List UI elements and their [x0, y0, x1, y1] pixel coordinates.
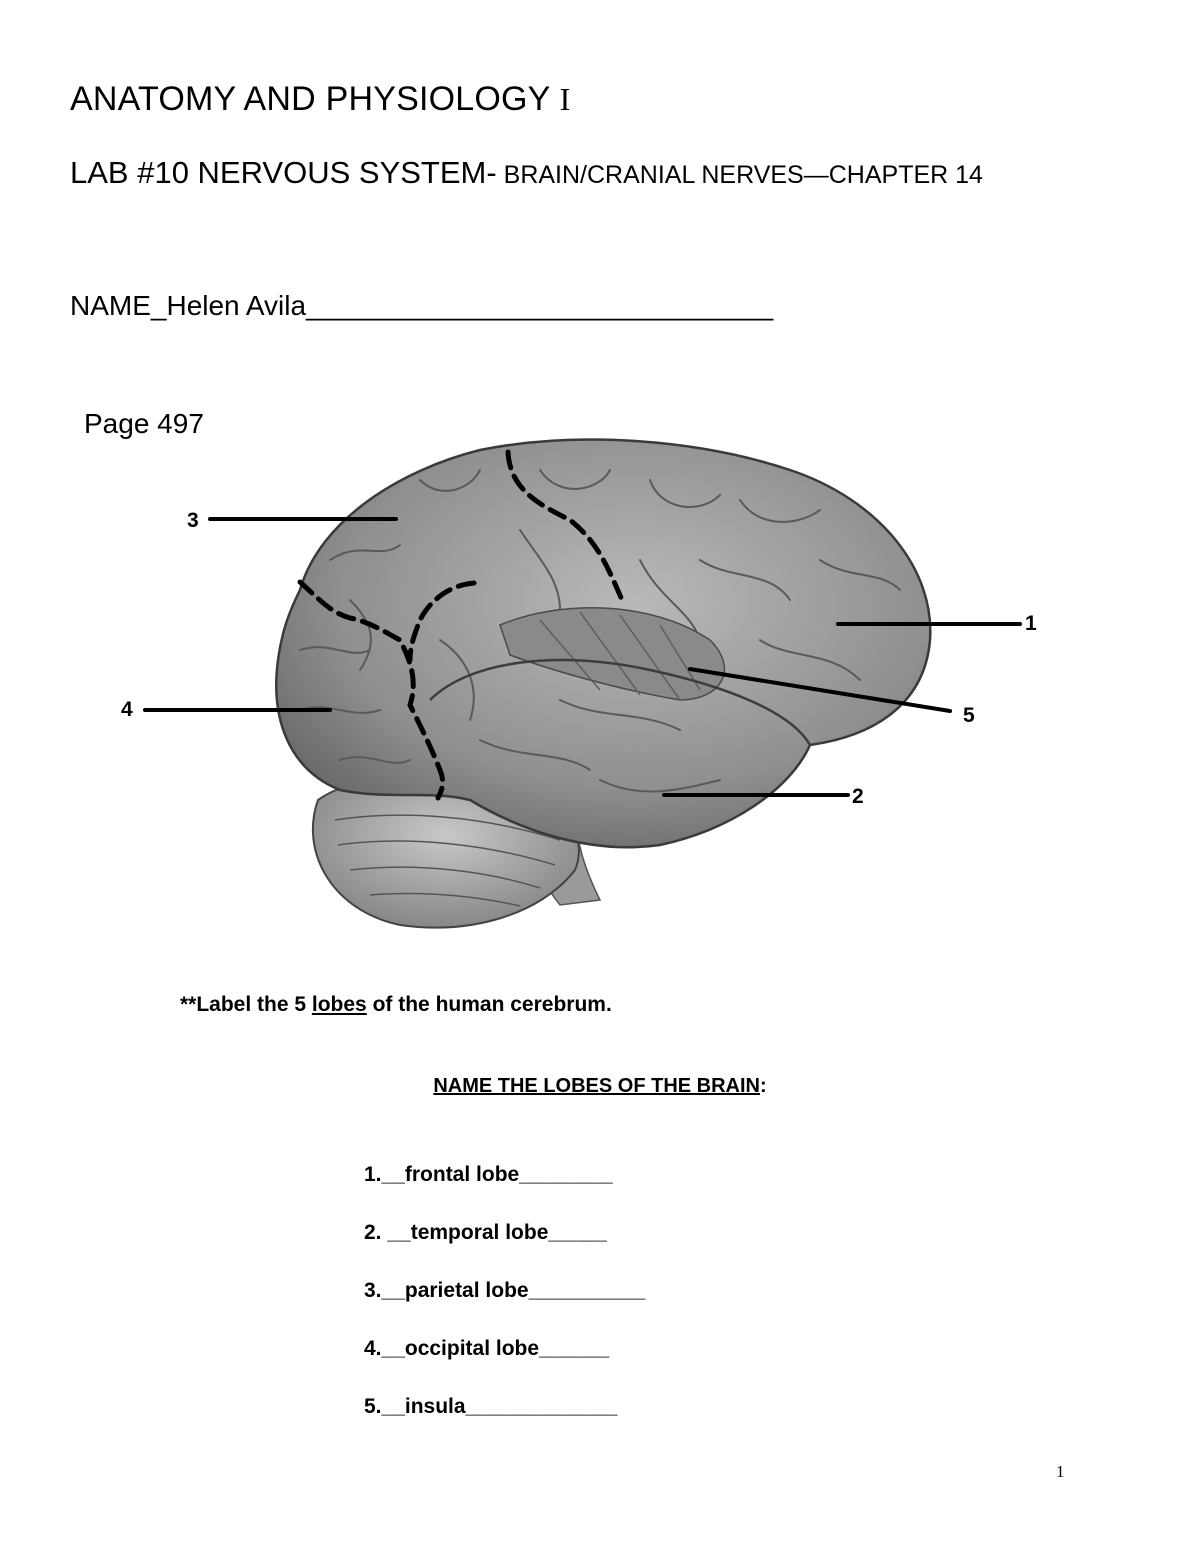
answer-item: 5.__insula_____________ [364, 1395, 618, 1418]
label-number-5: 5 [963, 704, 975, 727]
answer-item: 1.__frontal lobe________ [364, 1163, 613, 1186]
instruction-emphasis: lobes [311, 993, 367, 1016]
label-number-2: 2 [852, 785, 864, 808]
answer-item: 2. __temporal lobe_____ [364, 1221, 607, 1244]
page-reference: Page 497 [84, 408, 204, 439]
title-roman-numeral: I [559, 81, 571, 117]
lab-title: LAB #10 NERVOUS SYSTEM- BRAIN/CRANIAL NERVES—CHAPTER 14 [70, 155, 983, 190]
page-title: ANATOMY AND PHYSIOLOGY I [70, 80, 571, 118]
label-number-1: 1 [1025, 612, 1037, 635]
answer-item: 3.__parietal lobe__________ [364, 1279, 646, 1302]
page-number: 1 [1056, 1462, 1065, 1481]
answer-list [364, 1162, 645, 1452]
lab-subtitle: BRAIN/CRANIAL NERVES—CHAPTER 14 [496, 161, 983, 189]
label-number-4: 4 [121, 698, 133, 721]
cerebrum [276, 440, 930, 848]
label-number-3: 3 [187, 509, 199, 532]
section-heading: NAME THE LOBES OF THE BRAIN: [433, 1075, 767, 1097]
brain-diagram [0, 430, 1200, 960]
answer-item: 4.__occipital lobe______ [364, 1337, 610, 1360]
student-name-field: NAME_Helen Avila______________________________ [70, 290, 774, 321]
instruction-text: **Label the 5 lobes of the human cerebrum. [180, 993, 612, 1016]
